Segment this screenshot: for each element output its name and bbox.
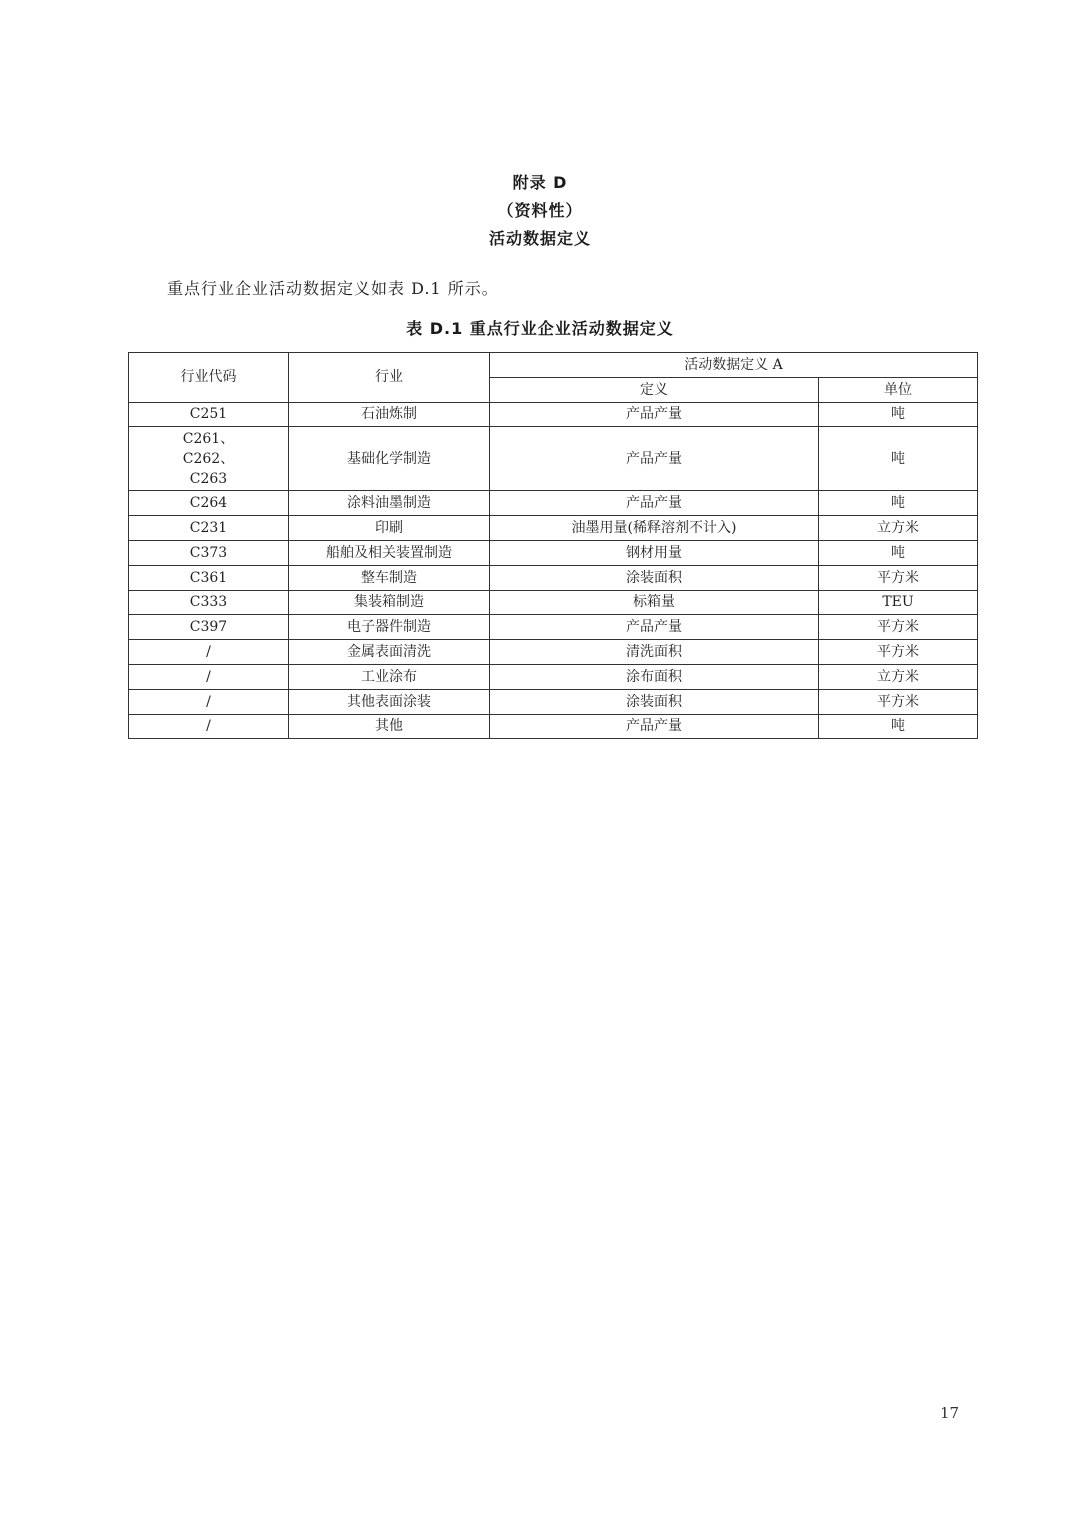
cell-unit: 吨 [819,714,978,739]
cell-unit: 平方米 [819,640,978,665]
cell-industry: 电子器件制造 [289,615,490,640]
table-row [129,516,978,541]
table-caption: 表 D.1 重点行业企业活动数据定义 [406,319,674,338]
cell-unit: 吨 [819,540,978,565]
cell-definition: 涂装面积 [490,565,819,590]
appendix-type: （资料性） [497,201,583,220]
table-row [129,540,978,565]
cell-unit: 立方米 [819,664,978,689]
cell-code: C261、 C262、 C263 [129,427,289,491]
cell-code: / [129,664,289,689]
cell-definition: 涂装面积 [490,689,819,714]
cell-unit: 平方米 [819,615,978,640]
table-row [129,615,978,640]
cell-code: C251 [129,402,289,427]
cell-definition: 产品产量 [490,427,819,491]
cell-industry: 其他 [289,714,490,739]
page-number: 17 [940,1404,960,1422]
table-row [129,640,978,665]
cell-industry: 船舶及相关装置制造 [289,540,490,565]
table-row [129,664,978,689]
cell-code: C333 [129,590,289,615]
cell-unit: 立方米 [819,516,978,541]
cell-definition: 产品产量 [490,491,819,516]
cell-unit: TEU [819,590,978,615]
table-row [129,689,978,714]
cell-code: C231 [129,516,289,541]
cell-definition: 产品产量 [490,714,819,739]
cell-definition: 油墨用量(稀释溶剂不计入) [490,516,819,541]
table-body [129,402,978,739]
cell-code: C397 [129,615,289,640]
cell-definition: 清洗面积 [490,640,819,665]
cell-definition: 涂布面积 [490,664,819,689]
intro-paragraph: 重点行业企业活动数据定义如表 D.1 所示。 [167,279,499,298]
header-definition: 定义 [490,377,819,402]
table-row [129,590,978,615]
cell-unit: 平方米 [819,565,978,590]
activity-data-table [128,352,978,739]
cell-unit: 吨 [819,427,978,491]
cell-industry: 整车制造 [289,565,490,590]
header-industry-code: 行业代码 [129,353,289,403]
table-row [129,714,978,739]
table-row [129,402,978,427]
cell-industry: 基础化学制造 [289,427,490,491]
cell-code: / [129,689,289,714]
appendix-label: 附录 D [512,173,568,192]
table-row [129,565,978,590]
cell-definition: 钢材用量 [490,540,819,565]
cell-industry: 工业涂布 [289,664,490,689]
header-unit: 单位 [819,377,978,402]
cell-code: / [129,640,289,665]
cell-industry: 涂料油墨制造 [289,491,490,516]
cell-industry: 集装箱制造 [289,590,490,615]
cell-code: C264 [129,491,289,516]
cell-code: C373 [129,540,289,565]
cell-unit: 吨 [819,402,978,427]
cell-unit: 平方米 [819,689,978,714]
cell-industry: 其他表面涂装 [289,689,490,714]
table-row [129,491,978,516]
cell-definition: 产品产量 [490,402,819,427]
header-activity-data-definition: 活动数据定义 A [490,353,978,378]
appendix-title: 活动数据定义 [488,229,591,248]
header-industry: 行业 [289,353,490,403]
cell-code: / [129,714,289,739]
cell-code: C361 [129,565,289,590]
cell-definition: 标箱量 [490,590,819,615]
cell-industry: 印刷 [289,516,490,541]
cell-industry: 石油炼制 [289,402,490,427]
cell-definition: 产品产量 [490,615,819,640]
table-row [129,427,978,491]
cell-industry: 金属表面清洗 [289,640,490,665]
cell-unit: 吨 [819,491,978,516]
